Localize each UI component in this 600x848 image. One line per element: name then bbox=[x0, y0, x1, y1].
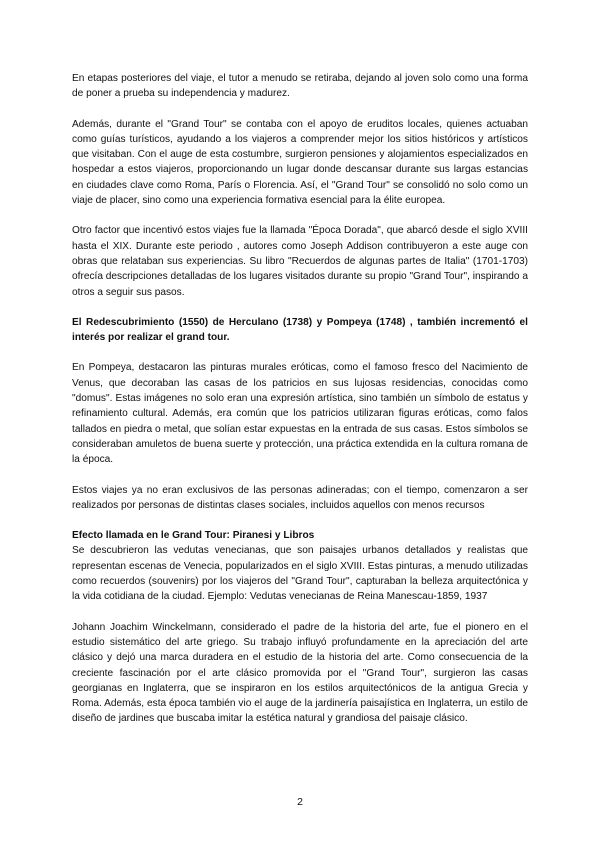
paragraph-clases-sociales: Estos viajes ya no eran exclusivos de las personas adineradas; con el tiempo, comenzaron a ser realizados por personas de distintas clases sociales, incluidos aquellos con menos recursos bbox=[72, 484, 528, 511]
document-page bbox=[72, 71, 528, 727]
section-heading-efecto-llamada: Efecto llamada en le Grand Tour: Piranesi y Libros bbox=[72, 530, 315, 542]
paragraph-winckelmann: Johann Joachim Winckelmann, considerado el padre de la historia del arte, fue el pionero en el estudio sistemático del arte griego. Su trabajo influyó profundamente en la apreciación del arte clásico y dejó una marca duradera en el estudio de la historia del arte. Como consecuencia de la creciente fascinación por el arte clásico promovida por el "Grand Tour", surgieron las casas georgianas en Inglaterra, que se inspiraron en los estilos arquitectónicos de la antigua Grecia y Roma. Además, esta época también vio el auge de la jardinería paisajística en Inglaterra, un estilo de diseño de jardines que buscaba imitar la estética natural y grandiosa del paisaje clásico. bbox=[72, 621, 528, 725]
paragraph-eruditos: Además, durante el "Grand Tour" se contaba con el apoyo de eruditos locales, quienes actuaban como guías turísticos, ayudando a los viajeros a comprender mejor los sitios históricos y artísticos que visitaban. Con el auge de esta costumbre, surgieron pensiones y alojamientos especializados en hospedar a estos viajeros, proporcionando un lugar donde descansar durante sus largas estancias en ciudades clave como Roma, París o Florencia. Así, el "Grand Tour" se consolidó no solo como un viaje de placer, sino como una experiencia formativa esencial para la élite europea. bbox=[72, 118, 528, 207]
paragraph-tutor: En etapas posteriores del viaje, el tutor a menudo se retiraba, dejando al joven solo como una forma de poner a prueba su independencia y madurez. bbox=[72, 73, 528, 100]
page-number: 2 bbox=[297, 796, 303, 808]
paragraph-pompeya: En Pompeya, destacaron las pinturas murales eróticas, como el famoso fresco del Nacimiento de Venus, que decoraban las casas de los patricios en sus lujosas residencias, conocidas como "domus". Estas imágenes no solo eran una expresión artística, sino también un símbolo de estatus y refinamiento cultural. Además, era común que los patricios utilizaran figuras eróticas, como falos tallados en piedra o metal, que solían estar expuestas en la entrada de sus casas. Estos símbolos se consideraban amuletos de buena suerte y protección, una práctica extendida en la cultura romana de la época. bbox=[72, 362, 528, 466]
section-heading-redescubrimiento: El Redescubrimiento (1550) de Herculano (1738) y Pompeya (1748) , también incrementó el interés por realizar el grand tour. bbox=[72, 316, 528, 344]
paragraph-epoca-dorada: Otro factor que incentivó estos viajes fue la llamada "Época Dorada", que abarcó desde el siglo XVIII hasta el XIX. Durante este periodo , autores como Joseph Addison contribuyeron a este auge con obras que relataban sus experiencias. Su libro "Recuerdos de algunas partes de Italia" (1701-1703) ofrecía descripciones detalladas de los lugares visitados durante su propio "Grand Tour", inspirando a otros a seguir sus pasos. bbox=[72, 225, 528, 298]
paragraph-vedutas: Se descubrieron las vedutas venecianas, que son paisajes urbanos detallados y realistas que representan escenas de Venecia, popularizados en el siglo XVIII. Estas pinturas, a menudo utilizadas como recuerdos (souvenirs) por los viajeros del "Grand Tour", capturaban la belleza arquitectónica y la vida cotidiana de la ciudad. Ejemplo: Vedutas venecianas de Reina Manescau-1859, 1937 bbox=[72, 545, 528, 603]
